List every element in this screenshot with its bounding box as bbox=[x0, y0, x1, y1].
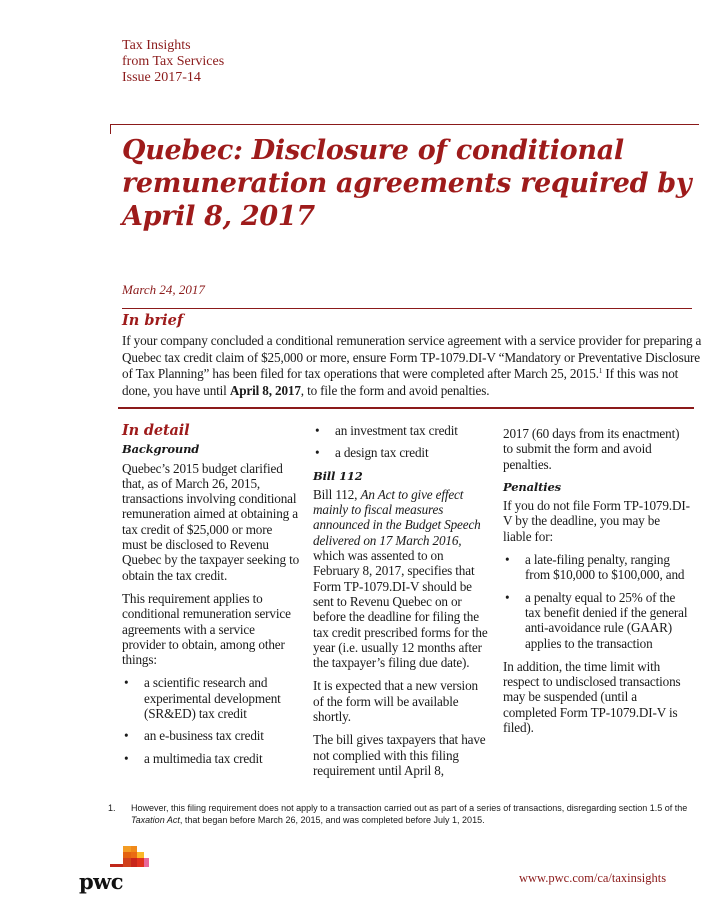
list-item-text: a late-filing penalty, ranging from $10,000 to $100,000, and bbox=[525, 552, 685, 583]
bill-112-paragraph-3-continued: 2017 (60 days from its enactment) to submit the form and avoid penalties. bbox=[503, 426, 680, 472]
masthead-source: from Tax Services bbox=[122, 54, 225, 69]
footnote-reference[interactable]: 1 bbox=[598, 367, 603, 375]
list-item bbox=[122, 728, 300, 743]
footnote bbox=[108, 802, 703, 826]
penalties-list bbox=[503, 552, 691, 651]
list-item bbox=[122, 751, 300, 766]
column-1 bbox=[122, 423, 300, 774]
background-paragraph-1: Quebec’s 2015 budget clarified that, as of March 26, 2015, transactions involving conditional remuneration aimed at obtaining a tax credit of $25,000 or more must be disclosed to Revenu Quebec by the taxpayer seeking to obtain the tax credit. bbox=[122, 460, 300, 583]
footnote-text-a: However, this filing requirement does not apply to a transaction carried out as part of a series of transactions, disregarding section 1.5 of the bbox=[131, 803, 688, 813]
footnote-act-name: Taxation Act bbox=[131, 815, 180, 825]
column-2 bbox=[313, 423, 491, 786]
in-brief-deadline: April 8, 2017 bbox=[229, 382, 301, 398]
masthead-series: Tax Insights bbox=[122, 38, 191, 53]
list-item-text: a multimedia tax credit bbox=[144, 750, 263, 766]
bullet-icon: • bbox=[124, 728, 129, 744]
bullet-icon: • bbox=[315, 423, 320, 438]
footnote-number: 1. bbox=[108, 803, 116, 813]
penalties-paragraph-2: In addition, the time limit with respect to undisclosed transactions may be suspended (until a completed Form TP-1079.DI-V is filed). bbox=[503, 658, 681, 736]
title-corner-tick bbox=[110, 124, 111, 134]
footnote-text-b: , that began before March 26, 2015, and was completed before July 1, 2015. bbox=[179, 815, 485, 825]
bill-112-paragraph-1 bbox=[313, 487, 491, 671]
document-title: Quebec: Disclosure of conditional remuneration agreements required by April 8, 2017 bbox=[122, 135, 692, 232]
bill-112-paragraph-2: It is expected that a new version of the form will be available shortly. bbox=[313, 678, 478, 725]
bill-112-rest: which was assented to on February 8, 2017, specifies that Form TP-1079.DI-V should be sent to Revenu Quebec on or before the deadline for filing the tax credit prescribed forms for the year (i.e. usually 12 months after the taxpayer’s filing due date). bbox=[313, 548, 488, 671]
list-item-text: a design tax credit bbox=[335, 445, 429, 461]
list-item bbox=[503, 590, 691, 651]
pwc-logo-wordmark: pwc bbox=[79, 869, 124, 894]
penalties-subheading: Penalties bbox=[503, 479, 561, 494]
in-detail-heading: In detail bbox=[122, 422, 190, 439]
bullet-icon: • bbox=[124, 750, 129, 766]
footer-url-link[interactable]: www.pwc.com/ca/taxinsights bbox=[519, 871, 667, 885]
bullet-icon: • bbox=[505, 589, 510, 605]
title-top-rule bbox=[110, 124, 699, 125]
bullet-icon: • bbox=[124, 675, 129, 691]
in-brief-paragraph bbox=[122, 333, 707, 399]
in-brief-text-3: , to file the form and avoid penalties. bbox=[300, 382, 490, 398]
bullet-icon: • bbox=[315, 445, 320, 461]
bill-112-subheading: Bill 112 bbox=[313, 468, 363, 483]
pwc-logo-mark-icon bbox=[110, 844, 154, 868]
penalties-paragraph-1: If you do not file Form TP-1079.DI-V by the deadline, you may be liable for: bbox=[503, 498, 690, 544]
bill-112-lead: Bill 112, bbox=[313, 486, 361, 502]
footnote-text bbox=[131, 802, 703, 826]
in-brief-text-1: If your company concluded a conditional remuneration service agreement with a service provider for preparing a Quebec tax credit claim of $25,000 or more, ensure Form TP-1079.DI-V “Mandatory or Preventative Disclosure of Tax Planning” has been filed for tax operations that were completed after March 25, 2015. bbox=[122, 333, 702, 381]
publication-date: March 24, 2017 bbox=[122, 282, 205, 297]
masthead-issue: Issue 2017-14 bbox=[122, 70, 201, 85]
bullet-icon: • bbox=[505, 552, 510, 568]
list-item-text: an e-business tax credit bbox=[144, 728, 264, 744]
list-item bbox=[122, 675, 300, 721]
tax-credit-list-continued bbox=[313, 423, 491, 461]
list-item bbox=[313, 445, 491, 460]
in-detail-rule bbox=[118, 407, 694, 409]
in-brief-text-2: If this was not done, you have until bbox=[122, 366, 679, 398]
list-item-text: a penalty equal to 25% of the tax benefit denied if the general anti-avoidance rule (GAAR) applies to the transaction bbox=[525, 589, 688, 651]
background-subheading: Background bbox=[122, 442, 200, 457]
background-paragraph-2: This requirement applies to conditional remuneration service agreements with a service provider to obtain, among other things: bbox=[122, 590, 291, 668]
list-item bbox=[313, 423, 491, 438]
in-brief-heading: In brief bbox=[122, 312, 184, 329]
publication-masthead bbox=[122, 38, 224, 86]
bill-112-paragraph-3: The bill gives taxpayers that have not complied with this filing requirement until April 8, bbox=[313, 732, 486, 778]
in-brief-rule bbox=[122, 308, 692, 309]
column-3 bbox=[503, 426, 691, 743]
list-item-text: an investment tax credit bbox=[335, 423, 458, 438]
list-item-text: a scientific research and experimental development (SR&ED) tax credit bbox=[144, 675, 281, 722]
list-item bbox=[503, 552, 691, 583]
tax-credit-list bbox=[122, 675, 300, 765]
act-title: An Act to give effect mainly to fiscal measures announced in the Budget Speech delivered on 17 March 2016, bbox=[313, 486, 481, 548]
